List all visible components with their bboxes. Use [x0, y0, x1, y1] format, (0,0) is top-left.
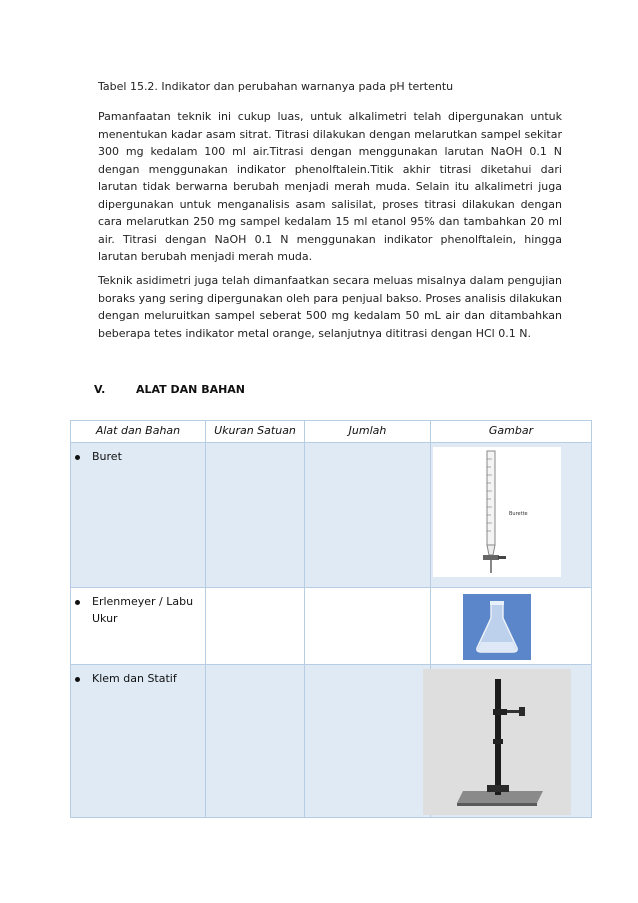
table-caption: Tabel 15.2. Indikator dan perubahan warnanya pada pH tertentu [98, 80, 454, 93]
erlenmeyer-flask-image [463, 594, 531, 660]
burette-image [433, 447, 561, 577]
table-row [71, 665, 592, 818]
bullet-icon [75, 455, 80, 460]
bullet-icon [75, 677, 80, 682]
cell-jumlah [305, 665, 431, 818]
section-heading [94, 383, 245, 396]
header-gambar: Gambar [431, 421, 592, 443]
cell-ukuran [206, 443, 305, 588]
paragraph-asidimetri: Teknik asidimetri juga telah dimanfaatkan secara meluas misalnya dalam pengujian boraks yang sering dipergunakan oleh para penjual bakso. Proses analisis dilakukan dengan meluruitkan sampel seberat 500 mg kedalam 50 mL air dan ditambahkan beberapa tetes indikator metal orange, selanjutnya dititrasi dengan HCl 0.1 N. [98, 274, 562, 340]
item-name: Klem dan Statif [92, 672, 177, 685]
section-number: V. [94, 383, 106, 396]
tools-table [70, 420, 592, 818]
header-jumlah: Jumlah [305, 421, 431, 443]
cell-name [71, 443, 206, 588]
burette-image-label: Burette [509, 511, 528, 517]
header-ukuran-satuan: Ukuran Satuan [206, 421, 305, 443]
table-row [71, 443, 592, 588]
table-header-row [71, 421, 592, 443]
cell-gambar [431, 665, 592, 818]
clamp-stand-image [423, 669, 571, 815]
cell-jumlah [305, 588, 431, 665]
cell-name [71, 588, 206, 665]
cell-gambar [431, 443, 592, 588]
paragraph-alkalimetri: Pamanfaatan teknik ini cukup luas, untuk alkalimetri telah dipergunakan untuk menentukan kadar asam sitrat. Titrasi dilakukan dengan melarutkan sampel sekitar 300 mg kedalam 100 ml air.Titrasi dengan menggunakan larutan NaOH 0.1 N dengan menggunakan indikator phenolftalein.Titik akhir titrasi diketahui dari larutan tidak berwarna berubah menjadi merah muda. Selain itu alkalimetri juga dipergunakan untuk menganalisis asam salisilat, proses titrasi dilakukan dengan cara melarutkan 250 mg sampel kedalam 15 ml etanol 95% dan tambahkan 20 ml air. Titrasi dengan NaOH 0.1 N menggunakan indikator phenolftalein, hingga larutan berubah menjadi merah muda. [98, 110, 562, 263]
cell-ukuran [206, 665, 305, 818]
item-name: Buret [92, 450, 122, 463]
cell-ukuran [206, 588, 305, 665]
cell-gambar [431, 588, 592, 665]
cell-name [71, 665, 206, 818]
table-row [71, 588, 592, 665]
header-alat-bahan: Alat dan Bahan [71, 421, 206, 443]
cell-jumlah [305, 443, 431, 588]
bullet-icon [75, 600, 80, 605]
section-title: ALAT DAN BAHAN [136, 383, 246, 396]
item-name: Erlenmeyer / Labu Ukur [92, 595, 194, 625]
